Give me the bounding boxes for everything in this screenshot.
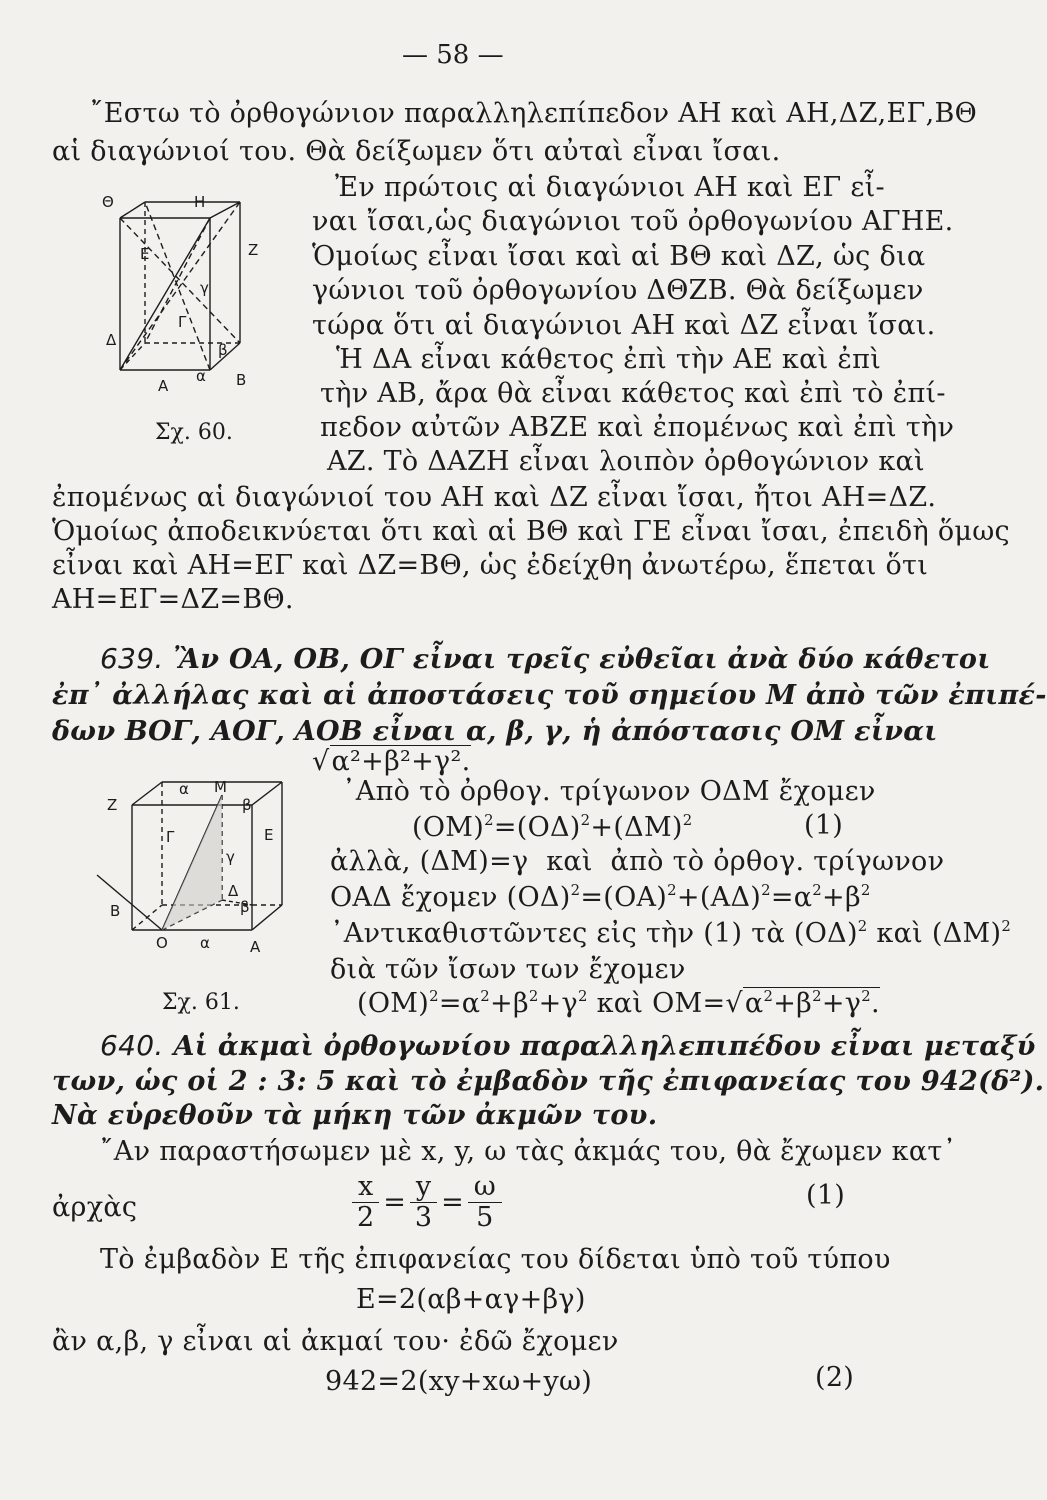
fig60-label: Ε xyxy=(140,245,150,263)
text-line: εἶναι καὶ ΑΗ=ΕΓ καὶ ΔΖ=ΒΘ, ὡς ἐδείχθη ἀνωτέρω, ἕπεται ὅτι xyxy=(52,550,929,581)
equation-tag: (1) xyxy=(806,1180,846,1211)
text-line: ΑΖ. Τὸ ΔΑΖΗ εἶναι λοιπὸν ὀρθογώνιον καὶ xyxy=(327,446,925,477)
fig60-label: Γ xyxy=(178,313,187,331)
text-line: ᾿Απὸ τὸ ὀρθογ. τρίγωνον ΟΔΜ ἔχομεν xyxy=(342,776,876,807)
text-line: Ἡ ΔΑ εἶναι κάθετος ἐπὶ τὴν ΑΕ καὶ ἐπὶ xyxy=(336,344,882,375)
equation-tag: (1) xyxy=(804,810,844,841)
equation: $(OM)^2=\alpha^2+\beta^2+\gamma^2$ καὶ $OM=√\alpha^2+\beta^2+\gamma^2$. xyxy=(357,986,880,1019)
fig61-label: Μ xyxy=(214,778,227,796)
text-line: διὰ τῶν ἴσων των ἔχομεν xyxy=(330,954,686,985)
fig60-label: β xyxy=(218,341,228,359)
figure-60-cuboid-diagram xyxy=(100,185,270,400)
text-line: των, ὡς οἱ 2 : 3: 5 καὶ τὸ ἐμβαδὸν τῆς ἐπιφανείας του 942(δ²). xyxy=(52,1066,1045,1097)
fig61-label: α xyxy=(200,934,210,952)
text-line: ῎Αν παραστήσωμεν μὲ x, y, ω τὰς ἀκμάς του, θὰ ἔχωμεν κατ᾿ xyxy=(100,1136,957,1167)
equation: ΟΑΔ ἔχομεν $(O\Delta)^2=(OA)^2+(A\Delta)^2=\alpha^2+\beta^2$ xyxy=(330,880,871,913)
problem-640-number: 640. xyxy=(100,1029,164,1062)
fig60-label: Α xyxy=(158,377,169,395)
fig61-label: Ζ xyxy=(107,796,118,814)
text-line: Ὁμοίως ἀποδεικνύεται ὅτι καὶ αἱ ΒΘ καὶ ΓΕ εἶναι ἴσαι, ἐπειδὴ ὅμως xyxy=(52,516,1010,547)
text-line: ἂν α,β, γ εἶναι αἱ ἀκμαί του· ἐδῶ ἔχομεν xyxy=(52,1326,619,1357)
fig61-label: Α xyxy=(250,938,261,956)
text-line: πεδον αὐτῶν ΑΒΖΕ καὶ ἐπομένως καὶ ἐπὶ τὴν xyxy=(320,412,955,443)
text-line: ἐπομένως αἱ διαγώνιοί του ΑΗ καὶ ΔΖ εἶναι ἴσαι, ἤτοι ΑΗ=ΔΖ. xyxy=(52,482,937,513)
equation: $(OM)^2=(O\Delta)^2+(\Delta M)^2$ xyxy=(412,810,693,843)
text-line: γώνιοι τοῦ ὀρθογωνίου ΔΘΖΒ. Θὰ δείξωμεν xyxy=(312,275,924,306)
fig60-label: Δ xyxy=(106,331,117,349)
text-line: τὴν ΑΒ, ἄρα θὰ εἶναι κάθετος καὶ ἐπὶ τὸ ἐπί- xyxy=(320,378,946,409)
text-line: δων ΒΟΓ, ΑΟΓ, ΑΟΒ εἶναι α, β, γ, ἡ ἀπόστασις ΟΜ εἶναι xyxy=(52,716,938,747)
text-line: ναι ἴσαι,ὡς διαγώνιοι τοῦ ὀρθογωνίου ΑΓΗΕ. xyxy=(312,206,954,237)
figure-60-caption: Σχ. 60. xyxy=(155,420,233,445)
text-line: τώρα ὅτι αἱ διαγώνιοι ΑΗ καὶ ΔΖ εἶναι ἴσαι. xyxy=(312,310,936,341)
fig60-label: Η xyxy=(194,193,206,211)
fig61-label: Β xyxy=(110,902,121,920)
equation-tag: (2) xyxy=(815,1362,855,1393)
fig60-label: Β xyxy=(236,371,247,389)
equation: 942=2(xy+xω+yω) xyxy=(325,1366,593,1397)
text-line: Νὰ εὑρεθοῦν τὰ μήκη τῶν ἀκμῶν του. xyxy=(52,1100,658,1131)
problem-639-number: 639. xyxy=(100,642,164,675)
fig61-label: Γ xyxy=(166,828,175,846)
text-line: ᾿Αντικαθιστῶντες εἰς τὴν (1) τὰ $(O\Delta)^2$ καὶ $(\Delta M)^2$ xyxy=(330,916,1012,949)
text-line: ἀλλὰ, (ΔΜ)=γ καὶ ἀπὸ τὸ ὀρθογ. τρίγωνον xyxy=(330,846,945,877)
fig61-label: Δ xyxy=(228,882,239,900)
fig60-label: γ xyxy=(200,279,209,297)
formula: Ε=2(αβ+αγ+βγ) xyxy=(356,1284,586,1315)
fig61-label: Ο xyxy=(156,934,168,952)
text-line: Ὁμοίως εἶναι ἴσαι καὶ αἱ ΒΘ καὶ ΔΖ, ὡς δια xyxy=(312,241,926,272)
text-line: Ἐν πρώτοις αἱ διαγώνιοι ΑΗ καὶ ΕΓ εἶ- xyxy=(335,172,885,203)
radical-expression: √α²+β²+γ². xyxy=(312,746,471,777)
text-line: ἀρχὰς xyxy=(52,1192,138,1223)
text-line: Τὸ ἐμβαδὸν Ε τῆς ἐπιφανείας του δίδεται ὑπὸ τοῦ τύπου xyxy=(100,1244,891,1275)
figure-61-caption: Σχ. 61. xyxy=(162,990,240,1015)
fig61-label: α xyxy=(179,780,189,798)
text-line: αἱ διαγώνιοί του. Θὰ δείξωμεν ὅτι αὐταὶ εἶναι ἴσαι. xyxy=(52,136,781,167)
proportion-equation: $\frac{x}{2}$ = $\frac{y}{3}$ = $\frac{\omega}{5}$ xyxy=(348,1172,506,1233)
problem-639-statement: 639. Ἂν ΟΑ, ΟΒ, ΟΓ εἶναι τρεῖς εὐθεῖαι ἀνὰ δύο κάθετοι xyxy=(100,642,991,675)
fig61-label: β xyxy=(240,898,250,916)
fig60-label: Ζ xyxy=(248,241,259,259)
fig60-label: Θ xyxy=(102,193,114,211)
page-number: — 58 — xyxy=(402,40,504,70)
problem-640-statement: 640. Αἱ ἀκμαὶ ὀρθογωνίου παραλληλεπιπέδου εἶναι μεταξύ xyxy=(100,1029,1036,1062)
fig61-label: β xyxy=(242,796,252,814)
fig61-label: Ε xyxy=(264,826,274,844)
text-line: ῎Εστω τὸ ὀρθογώνιον παραλληλεπίπεδον ΑΗ καὶ ΑΗ,ΔΖ,ΕΓ,ΒΘ xyxy=(90,98,978,129)
text-line: ΑΗ=ΕΓ=ΔΖ=ΒΘ. xyxy=(52,584,294,615)
fig60-label: α xyxy=(196,367,206,385)
fig61-label: γ xyxy=(226,848,235,866)
text-line: ἐπ᾿ ἀλλήλας καὶ αἱ ἀποστάσεις τοῦ σημείου Μ ἀπὸ τῶν ἐπιπέ- xyxy=(52,680,1047,711)
figure-61-cuboid-diagram xyxy=(92,770,282,960)
